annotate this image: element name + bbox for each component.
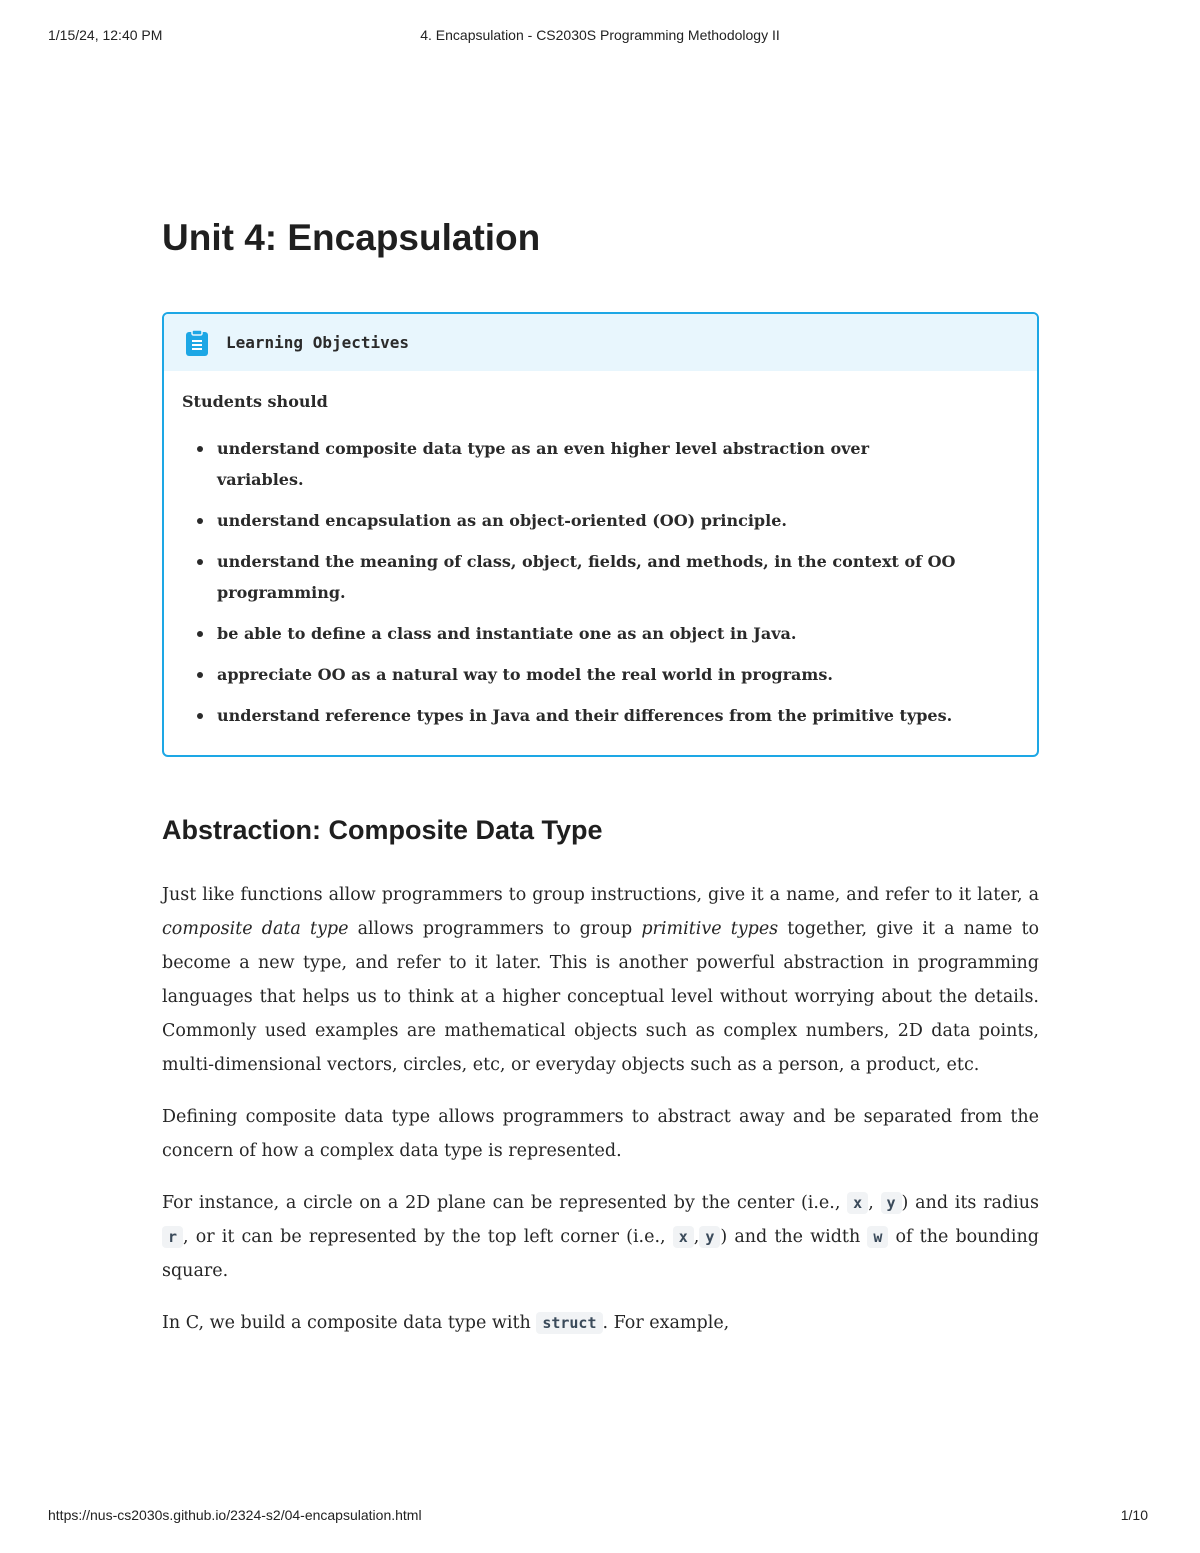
print-date: 1/15/24, 12:40 PM bbox=[48, 27, 163, 43]
list-item: appreciate OO as a natural way to model the real world in programs. bbox=[217, 659, 1019, 690]
page-counter: 1/10 bbox=[1120, 1507, 1148, 1523]
objectives-list bbox=[182, 433, 1019, 731]
learning-objectives-box bbox=[162, 312, 1039, 757]
list-item: understand the meaning of class, object, fields, and methods, in the context of OO programming. bbox=[217, 546, 1019, 608]
page-title: Unit 4: Encapsulation bbox=[162, 217, 541, 258]
section-heading: Abstraction: Composite Data Type bbox=[162, 815, 603, 845]
admonition-body bbox=[164, 371, 1037, 755]
emphasis-composite: composite data type bbox=[162, 919, 349, 939]
print-title: 4. Encapsulation - CS2030S Programming Methodology II bbox=[420, 27, 780, 43]
admonition-header bbox=[164, 314, 1037, 371]
list-item: understand encapsulation as an object-oriented (OO) principle. bbox=[217, 505, 1019, 536]
code-struct: struct bbox=[536, 1312, 602, 1334]
code-y: y bbox=[881, 1192, 902, 1214]
list-item: understand reference types in Java and their differences from the primitive types. bbox=[217, 700, 1019, 731]
code-w: w bbox=[867, 1226, 888, 1248]
code-x2: x bbox=[673, 1226, 694, 1248]
clipboard-icon bbox=[184, 329, 210, 357]
print-footer bbox=[0, 1507, 1200, 1529]
print-url: https://nus-cs2030s.github.io/2324-s2/04-encapsulation.html bbox=[48, 1507, 422, 1523]
emphasis-primitive: primitive types bbox=[641, 919, 779, 939]
list-item: be able to define a class and instantiate one as an object in Java. bbox=[217, 618, 1019, 649]
objectives-lead: Students should bbox=[182, 392, 328, 411]
paragraph-circle: For instance, a circle on a 2D plane can be represented by the center (i.e., x , y ) and its radius r , or it can be represented by the top left corner (i.e., x , y ) and the width w of the bounding square. bbox=[162, 1193, 1039, 1281]
code-x: x bbox=[847, 1192, 868, 1214]
print-header bbox=[0, 27, 1200, 49]
paragraph-abstract: Defining composite data type allows programmers to abstract away and be separated from the concern of how a complex data type is represented. bbox=[162, 1107, 1039, 1161]
paragraph-struct: In C, we build a composite data type with struct . For example, bbox=[162, 1313, 730, 1333]
admonition-title: Learning Objectives bbox=[226, 333, 410, 352]
paragraph-intro: Just like functions allow programmers to group instructions, give it a name, and refer to it later, a composite data type allows programmers to group primitive types together, give it a name to become a new type, and refer to it later. This is another powerful abstraction in programming languages that helps us to think at a higher conceptual level without worrying about the details. Commonly used examples are mathematical objects such as complex numbers, 2D data points, multi-dimensional vectors, circles, etc, or everyday objects such as a person, a product, etc. bbox=[162, 885, 1040, 1075]
code-r: r bbox=[162, 1226, 183, 1248]
main-content bbox=[162, 210, 1039, 1340]
code-y2: y bbox=[699, 1226, 720, 1248]
list-item: understand composite data type as an even higher level abstraction over variables. bbox=[217, 433, 1019, 495]
